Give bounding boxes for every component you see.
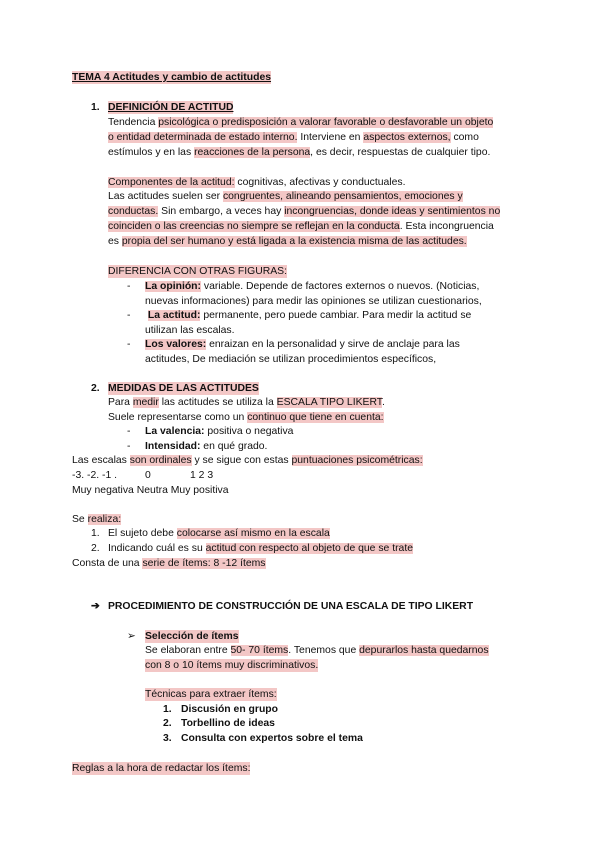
bullet-dash: - — [127, 310, 131, 321]
valence-item: La valencia: positiva o negativa — [145, 426, 294, 437]
scale-positive: 1 2 3 — [190, 470, 214, 481]
scale-neutral: 0 — [145, 470, 151, 481]
bullet-dash: - — [127, 339, 131, 350]
differences-title: DIFERENCIA CON OTRAS FIGURAS: — [108, 266, 287, 277]
section-2-heading: MEDIDAS DE LAS ACTITUDES — [108, 383, 259, 394]
definition-line-2: o entidad determinada de estado interno. Interviene en aspectos externos, como — [108, 132, 479, 143]
section-2-number: 2. — [91, 383, 100, 394]
definition-line-1: Tendencia psicológica o predisposición a valorar favorable o desfavorable un objeto — [108, 117, 494, 128]
item-selection-line-2: con 8 o 10 ítems muy discriminativos. — [145, 660, 319, 671]
scale-negative: -3. -2. -1 . — [72, 470, 118, 481]
attitude-line-2: utilizan las escalas. — [145, 325, 235, 336]
step-2: Indicando cuál es su actitud con respecto al objeto de que se trate — [108, 543, 413, 554]
bullet-dash: - — [127, 426, 131, 437]
rules-line: Reglas a la hora de redactar los ítems: — [72, 763, 251, 774]
techniques-title: Técnicas para extraer ítems: — [145, 689, 277, 700]
item-selection-line-1: Se elaboran entre 50- 70 ítems. Tenemos que depurarlos hasta quedarnos — [145, 645, 489, 656]
arrow-icon: ➔ — [91, 601, 100, 612]
components-line-4: coinciden o las creencias no siempre se reflejan en la conducta. Esta incongruencia — [108, 221, 494, 232]
chevron-right-icon: ➢ — [127, 631, 136, 642]
page-title: TEMA 4 Actitudes y cambio de actitudes — [72, 72, 272, 83]
measures-line-1: Para medir las actitudes se utiliza la ESCALA TIPO LIKERT. — [108, 397, 385, 408]
step-number: 1. — [91, 528, 100, 539]
opinion-line-2: nuevas informaciones) para medir las opiniones se utilizan cuestionarios, — [145, 296, 482, 307]
components-line-1: Componentes de la actitud: cognitivas, afectivas y conductuales. — [108, 177, 406, 188]
scale-labels: Muy negativa Neutra Muy positiva — [72, 485, 229, 496]
consta-line: Consta de una serie de ítems: 8 -12 ítems — [72, 558, 266, 569]
components-line-2: Las actitudes suelen ser congruentes, alineando pensamientos, emociones y — [108, 191, 463, 202]
technique-number: 3. — [163, 733, 172, 744]
technique-number: 2. — [163, 718, 172, 729]
values-line-2: actitudes, De mediación se utilizan procedimientos específicos, — [145, 354, 437, 365]
values-line-1: Los valores: enraizan en la personalidad y sirve de anclaje para las — [145, 339, 460, 350]
item-selection-heading: Selección de ítems — [145, 631, 239, 642]
procedure-heading: PROCEDIMIENTO DE CONSTRUCCIÓN DE UNA ESCALA DE TIPO LIKERT — [108, 601, 474, 612]
section-1-number: 1. — [91, 102, 100, 113]
components-line-5: es propia del ser humano y está ligada a la existencia misma de las actitudes. — [108, 236, 467, 247]
intensity-item: Intensidad: en qué grado. — [145, 441, 268, 452]
technique-number: 1. — [163, 704, 172, 715]
bullet-dash: - — [127, 441, 131, 452]
components-line-3: conductas. Sin embargo, a veces hay incongruencias, donde ideas y sentimientos no — [108, 206, 501, 217]
opinion-line-1: La opinión: variable. Depende de factores externos o nuevos. (Noticias, — [145, 281, 480, 292]
attitude-line-1: La actitud: permanente, pero puede cambiar. Para medir la actitud se — [147, 310, 472, 321]
scales-line: Las escalas son ordinales y se sigue con estas puntuaciones psicométricas: — [72, 455, 423, 466]
definition-line-3: estímulos y en las reacciones de la persona, es decir, respuestas de cualquier tipo. — [108, 147, 491, 158]
bullet-dash: - — [127, 281, 131, 292]
measures-line-2: Suele representarse como un continuo que tiene en cuenta: — [108, 412, 384, 423]
step-1: El sujeto debe colocarse así mismo en la escala — [108, 528, 330, 539]
realiza-line: Se realiza: — [72, 514, 122, 525]
section-1-heading: DEFINICIÓN DE ACTITUD — [108, 102, 234, 113]
technique-1: Discusión en grupo — [181, 704, 278, 715]
step-number: 2. — [91, 543, 100, 554]
technique-3: Consulta con expertos sobre el tema — [181, 733, 363, 744]
technique-2: Torbellino de ideas — [181, 718, 275, 729]
